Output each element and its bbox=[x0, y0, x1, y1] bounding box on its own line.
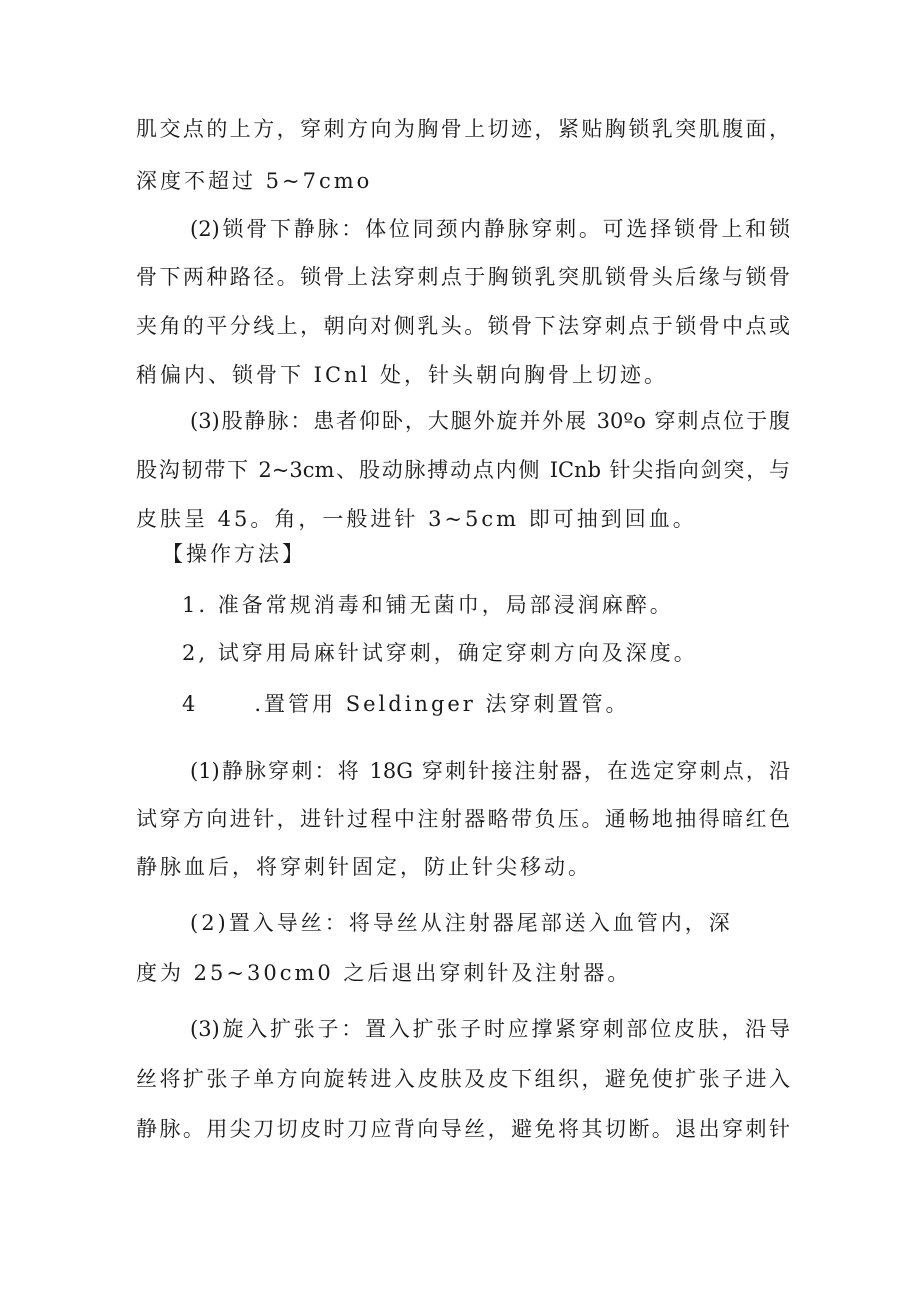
text-line: (1)静脉穿刺：将 18G 穿刺针接注射器，在选定穿刺点，沿 bbox=[190, 759, 790, 783]
text-line: 股沟韧带下 2~3cm、股动脉搏动点内侧 ICnb 针尖指向剑突，与 bbox=[136, 458, 790, 482]
text-line: 深度不超过 5~7cmo bbox=[136, 169, 373, 193]
list-item bbox=[182, 689, 630, 719]
list-item: 1. 准备常规消毒和铺无菌巾，局部浸润麻醉。 bbox=[182, 593, 674, 617]
list-item: 2, 试穿用局麻针试穿刺，确定穿刺方向及深度。 bbox=[182, 641, 698, 665]
text-line: 稍偏内、锁骨下 ICnl 处，针头朝向胸骨上切迹。 bbox=[136, 363, 668, 387]
text-line: 度为 25~30cm0 之后退出穿刺针及注射器。 bbox=[136, 961, 632, 985]
text-line: 静脉血后，将穿刺针固定，防止针尖移动。 bbox=[136, 855, 592, 879]
list-text: .置管用 Seldinger 法穿刺置管。 bbox=[254, 692, 630, 716]
text-line: (3)旋入扩张子：置入扩张子时应撑紧穿刺部位皮肤，沿导 bbox=[190, 1017, 790, 1041]
section-heading: 【操作方法】 bbox=[162, 542, 306, 566]
text-line: (2)置入导丝：将导丝从注射器尾部送入血管内，深 bbox=[190, 911, 733, 935]
text-line: 丝将扩张子单方向旋转进入皮肤及皮下组织，避免使扩张子进入 bbox=[136, 1067, 790, 1091]
text-line: (3)股静脉：患者仰卧，大腿外旋并外展 30ºo 穿刺点位于腹 bbox=[190, 409, 790, 433]
list-number: 4 bbox=[182, 692, 199, 716]
text-line: (2)锁骨下静脉：体位同颈内静脉穿刺。可选择锁骨上和锁 bbox=[190, 217, 790, 241]
text-line: 夹角的平分线上，朝向对侧乳头。锁骨下法穿刺点于锁骨中点或 bbox=[136, 314, 790, 338]
text-line: 静脉。用尖刀切皮时刀应背向导丝，避免将其切断。退出穿刺针 bbox=[136, 1117, 790, 1141]
text-line: 皮肤呈 45。角，一般进针 3~5cm 即可抽到回血。 bbox=[136, 507, 697, 531]
text-line: 肌交点的上方，穿刺方向为胸骨上切迹，紧贴胸锁乳突肌腹面， bbox=[136, 117, 790, 141]
text-line: 试穿方向进针，进针过程中注射器略带负压。通畅地抽得暗红色 bbox=[136, 807, 790, 831]
text-line: 骨下两种路径。锁骨上法穿刺点于胸锁乳突肌锁骨头后缘与锁骨 bbox=[136, 265, 790, 289]
